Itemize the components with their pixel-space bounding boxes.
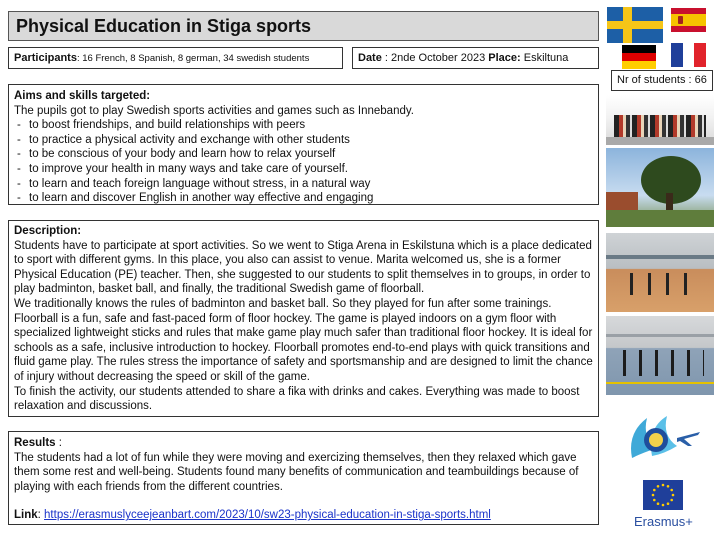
- description-paragraph: Floorball is a fun, safe and fast-paced form of floor hockey. The game is played indoors on a gym floor with specialized lightweight sticks and rules that make game play much safer than traditional floor hockey. It is ideal for schools as a safe, inclusive introduction to hockey. Floorball promotes end-to-end plays with quick transitions and fluid game play. The rules stress the importance of safety and sportsmanship and are designed to limit the chance of injury without decreasing the speed or skill of the game.: [14, 312, 593, 383]
- aims-item: - to be conscious of your body and learn how to relax yourself: [14, 147, 593, 162]
- aims-section: [8, 84, 599, 205]
- erasmus-label: Erasmus+: [634, 514, 693, 529]
- date-box: [352, 47, 599, 69]
- article-link[interactable]: https://erasmuslyceejeanbart.com/2023/10/sw23-physical-education-in-stiga-sports.html: [44, 509, 491, 522]
- place-label: Place:: [488, 52, 521, 64]
- france-flag: [671, 43, 706, 67]
- description-paragraph: We traditionally knows the rules of badminton and basket ball. So they played for fun after some trainings.: [14, 297, 552, 310]
- aims-item: - to improve your health in many ways and take care of yourself.: [14, 162, 593, 177]
- results-text: The students had a lot of fun while they were moving and exercizing themselves, then they relaxed which gave them some rest and well-being. Students found many benefits of communication and teambuildings because of playing with each friends from the different countries.: [14, 451, 579, 493]
- student-count-box: [611, 70, 713, 91]
- aims-item: - to boost friendships, and build relationships with peers: [14, 118, 593, 133]
- page-title: Physical Education in Stiga sports: [16, 16, 312, 36]
- aims-item: - to practice a physical activity and exchange with other students: [14, 133, 593, 148]
- tree-photo: [606, 148, 714, 227]
- link-colon: :: [37, 509, 45, 522]
- aims-intro: The pupils got to play Swedish sports activities and games such as Innebandy.: [14, 104, 414, 117]
- aims-list: [14, 118, 593, 206]
- participants-label: Participants: [14, 52, 77, 64]
- results-section: [8, 431, 599, 525]
- description-paragraph: Students have to participate at sport activities. So we went to Stiga Arena in Eskilstuna which is a place dedicated to sport with different gyms. In this place, you also can assist to venue. Marita welcomed us, she is a former Physical Education (PE) teacher. Then, she suggested to our students to split themselves in to groups, in order to play badminton, basket ball, and finally, the traditional Swedish game of floorball.: [14, 239, 592, 296]
- aims-item: - to learn and teach foreign language without stress, in a natural way: [14, 177, 593, 192]
- date-label: Date: [358, 52, 382, 64]
- description-section: [8, 220, 599, 417]
- results-heading: Results: [14, 437, 56, 449]
- link-label: Link: [14, 509, 38, 522]
- eu-flag-icon: [643, 480, 683, 510]
- participants-box: [8, 47, 343, 69]
- student-count: Nr of students : 66: [617, 74, 707, 86]
- place-value: Eskiltuna: [520, 52, 569, 64]
- results-heading-suffix: :: [55, 437, 62, 449]
- spain-flag: [671, 8, 706, 32]
- germany-flag: [622, 45, 656, 69]
- group-photo: [606, 95, 714, 145]
- badminton-photo: [606, 233, 714, 312]
- participants-value: : 16 French, 8 Spanish, 8 german, 34 swedish students: [76, 53, 310, 64]
- project-logo-icon: [622, 408, 702, 468]
- aims-heading: Aims and skills targeted:: [14, 90, 151, 102]
- title-bar: [8, 11, 599, 41]
- date-value: : 2nde October 2023: [381, 52, 489, 64]
- floorball-photo: [606, 316, 714, 395]
- sweden-flag: [607, 7, 663, 43]
- aims-item: - to learn and discover English in another way effective and engaging: [14, 191, 593, 206]
- description-heading: Description:: [14, 225, 82, 237]
- description-paragraph: To finish the activity, our students attended to share a fika with drinks and cakes. Everything was made to boost relaxation and discussions.: [14, 385, 580, 413]
- project-logo: [622, 408, 702, 468]
